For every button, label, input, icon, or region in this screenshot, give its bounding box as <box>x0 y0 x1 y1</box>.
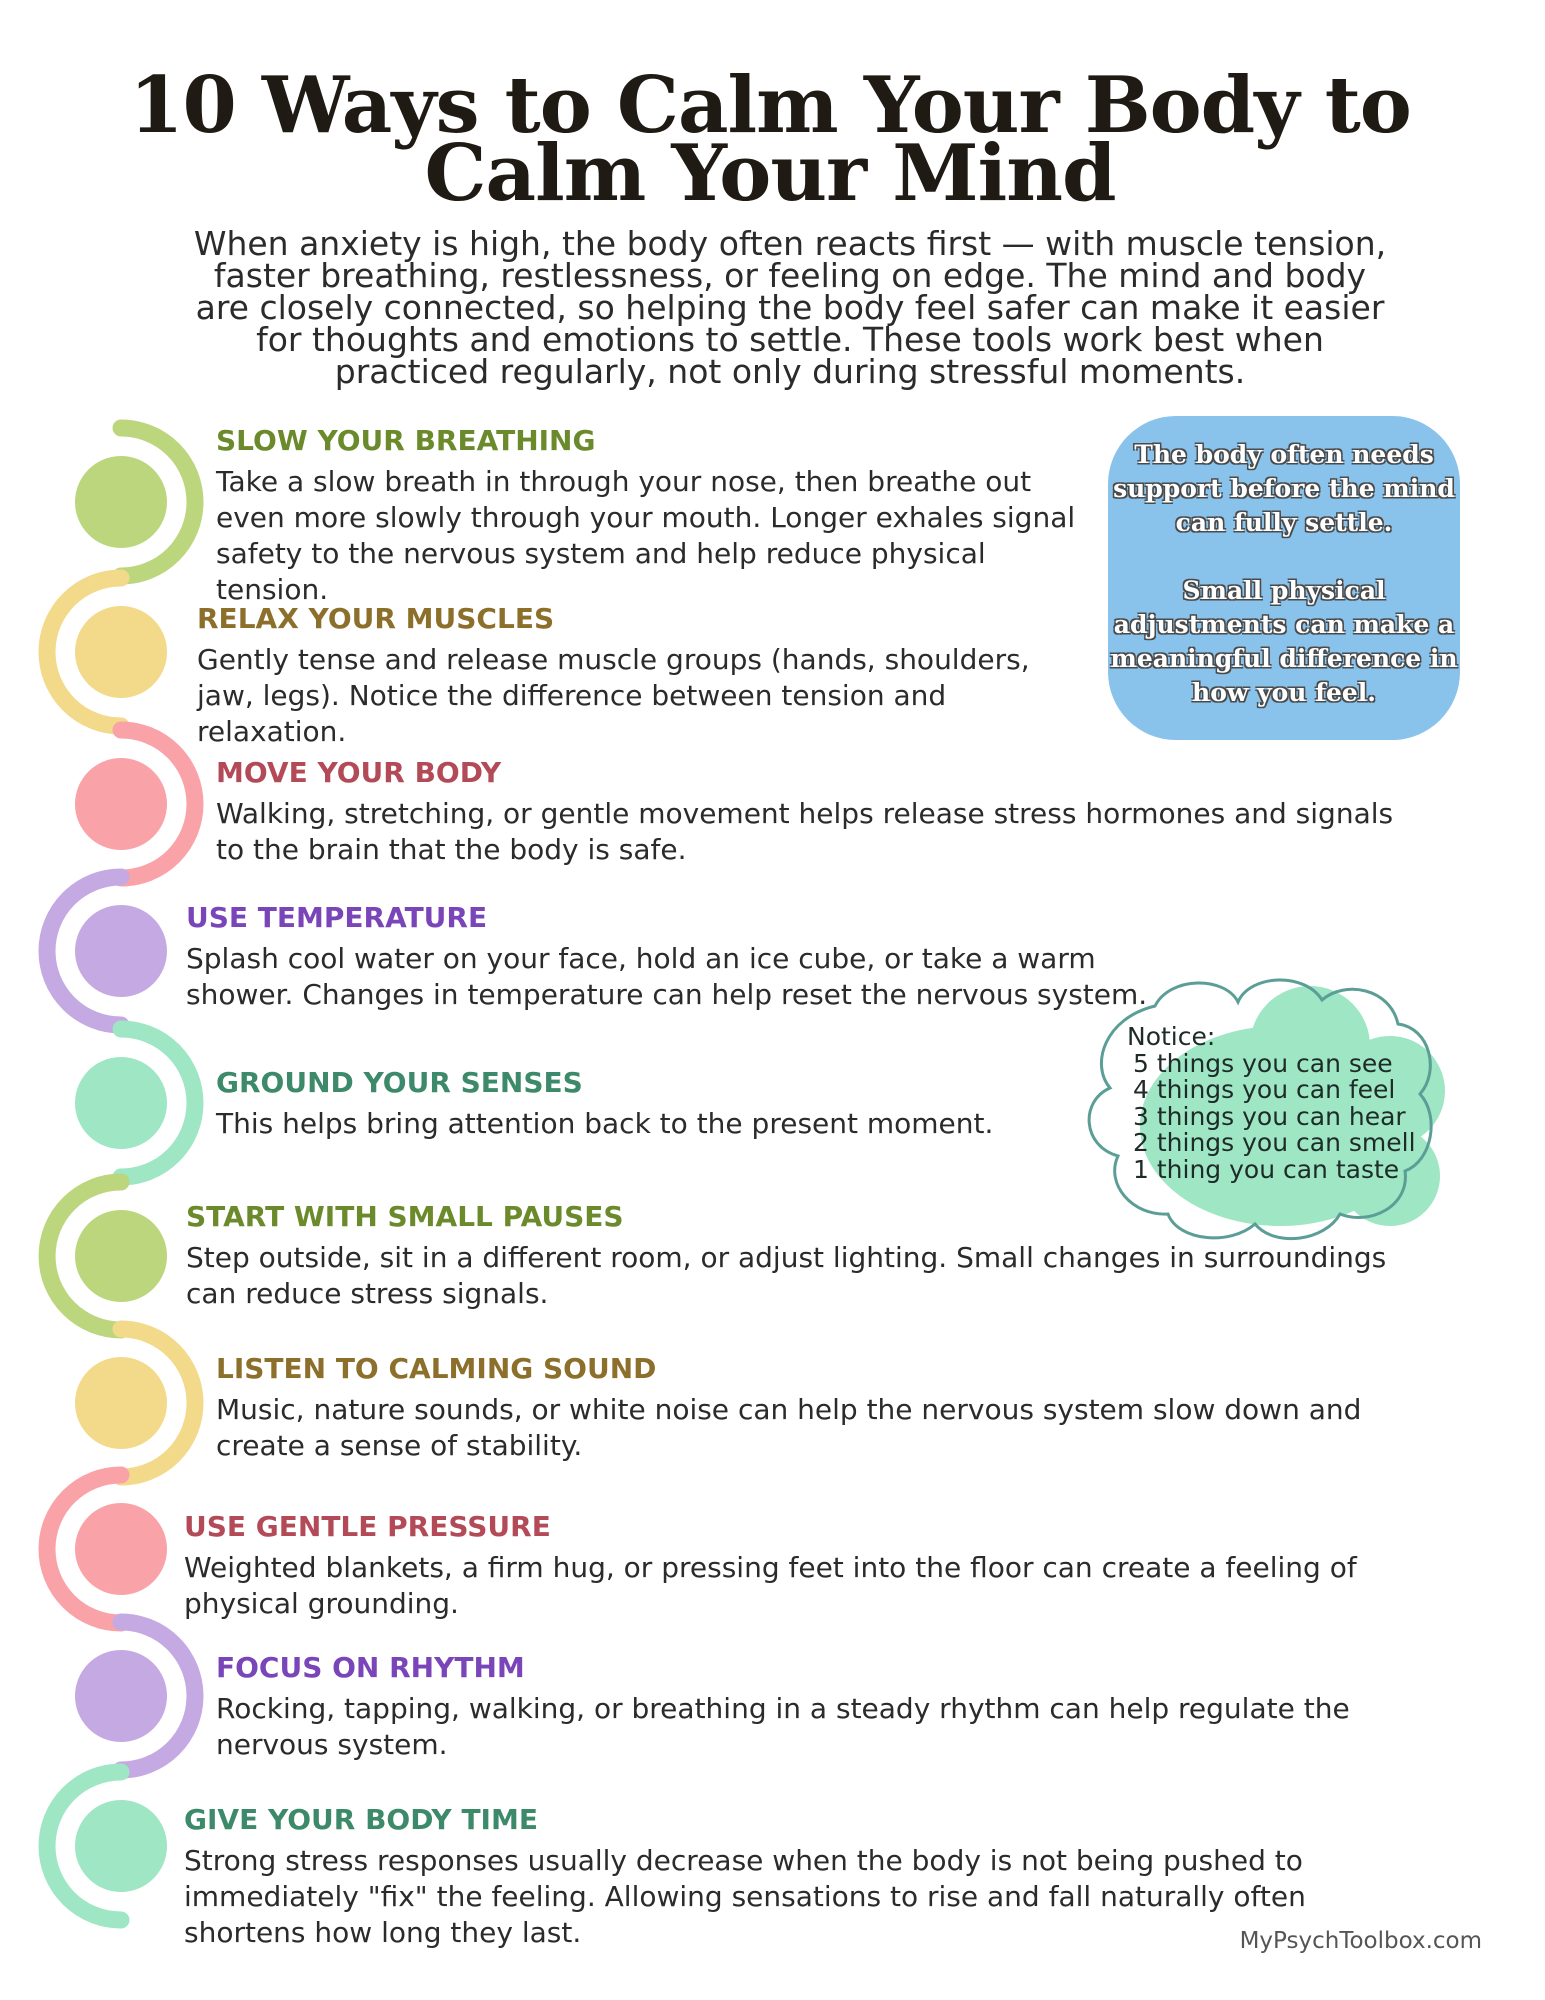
tip-move-body <box>216 756 1426 868</box>
notice-line: 1 thing you can taste <box>1133 1154 1400 1184</box>
spine-dot <box>75 606 167 698</box>
page-title <box>60 60 1480 219</box>
spine-dot <box>75 1650 167 1742</box>
tip-text: This helps bring attention back to the present moment. <box>216 1107 994 1140</box>
callout-text-1: The body often needs support before the mind can fully settle. <box>1113 440 1455 537</box>
body-support-callout <box>1108 416 1460 740</box>
tip-use-temperature <box>186 901 1176 1013</box>
tip-title: GROUND YOUR SENSES <box>216 1066 583 1099</box>
tip-title: START WITH SMALL PAUSES <box>186 1200 624 1233</box>
tip-text: Weighted blankets, a firm hug, or pressing feet into the floor can create a feeling of physical grounding. <box>184 1551 1357 1620</box>
spine-dot <box>75 905 167 997</box>
tip-title: FOCUS ON RHYTHM <box>216 1651 525 1684</box>
tip-focus-rhythm <box>216 1651 1416 1763</box>
site-credit: MyPsychToolbox.com <box>1239 1928 1482 1954</box>
title-line-1: 10 Ways to Calm Your Body to <box>129 60 1411 151</box>
notice-senses-box <box>1127 1024 1427 1183</box>
notice-title: Notice: <box>1127 1022 1216 1051</box>
tip-title: MOVE YOUR BODY <box>216 756 502 789</box>
tip-gentle-pressure <box>184 1510 1424 1622</box>
spine-dot <box>75 1357 167 1449</box>
tip-relax-muscles <box>197 602 1047 750</box>
tip-text: Take a slow breath in through your nose, then breathe out even more slowly through your mouth. Longer exhales signal safety to the nervous system and help reduce physical tension. <box>216 465 1076 606</box>
notice-list <box>1127 1048 1427 1184</box>
tip-ground-senses <box>216 1066 1076 1142</box>
tip-title: USE GENTLE PRESSURE <box>184 1510 551 1543</box>
tip-title: GIVE YOUR BODY TIME <box>184 1803 538 1836</box>
notice-line: 5 things you can see <box>1133 1048 1393 1078</box>
spine-dot <box>75 1210 167 1302</box>
tip-title: RELAX YOUR MUSCLES <box>197 602 555 635</box>
tip-text: Strong stress responses usually decrease when the body is not being pushed to immediately "fix" the feeling. Allowing sensations to rise and fall naturally often shortens how long they last. <box>184 1844 1306 1949</box>
notice-line: 2 things you can smell <box>1133 1128 1416 1157</box>
tip-slow-breathing <box>216 424 1076 608</box>
tip-title: SLOW YOUR BREATHING <box>216 424 596 457</box>
spine-dot <box>75 758 167 850</box>
intro-paragraph: When anxiety is high, the body often reacts first — with muscle tension, faster breathing, restlessness, or feeling on edge. The mind and body are closely connected, so helping the body feel safer can make it easier for thoughts and emotions to settle. These tools work best when practiced regularly, not only during stressful moments. <box>193 224 1387 391</box>
tip-text: Step outside, sit in a different room, or adjust lighting. Small changes in surroundings can reduce stress signals. <box>186 1241 1387 1310</box>
spine-dot <box>75 456 167 548</box>
tip-text: Rocking, tapping, walking, or breathing in a steady rhythm can help regulate the nervous system. <box>216 1692 1350 1761</box>
spine-dot <box>75 1800 167 1892</box>
tip-text: Splash cool water on your face, hold an ice cube, or take a warm shower. Changes in temperature can help reset the nervous system. <box>186 942 1148 1011</box>
tip-title: LISTEN TO CALMING SOUND <box>216 1352 657 1385</box>
tip-text: Music, nature sounds, or white noise can help the nervous system slow down and create a sense of stability. <box>216 1393 1362 1462</box>
spine-dot <box>75 1503 167 1595</box>
notice-line: 3 things you can hear <box>1133 1101 1406 1131</box>
tip-calming-sound <box>216 1352 1426 1464</box>
callout-text-2: Small physical adjustments can make a meaningful difference in how you feel. <box>1110 576 1458 707</box>
tip-text: Walking, stretching, or gentle movement helps release stress hormones and signals to the brain that the body is safe. <box>216 797 1394 866</box>
title-line-2: Calm Your Mind <box>424 128 1116 219</box>
notice-line: 4 things you can feel <box>1133 1075 1396 1104</box>
tip-title: USE TEMPERATURE <box>186 901 488 934</box>
tip-text: Gently tense and release muscle groups (hands, shoulders, jaw, legs). Notice the difference between tension and relaxation. <box>197 643 1030 748</box>
spine-dot <box>75 1057 167 1149</box>
